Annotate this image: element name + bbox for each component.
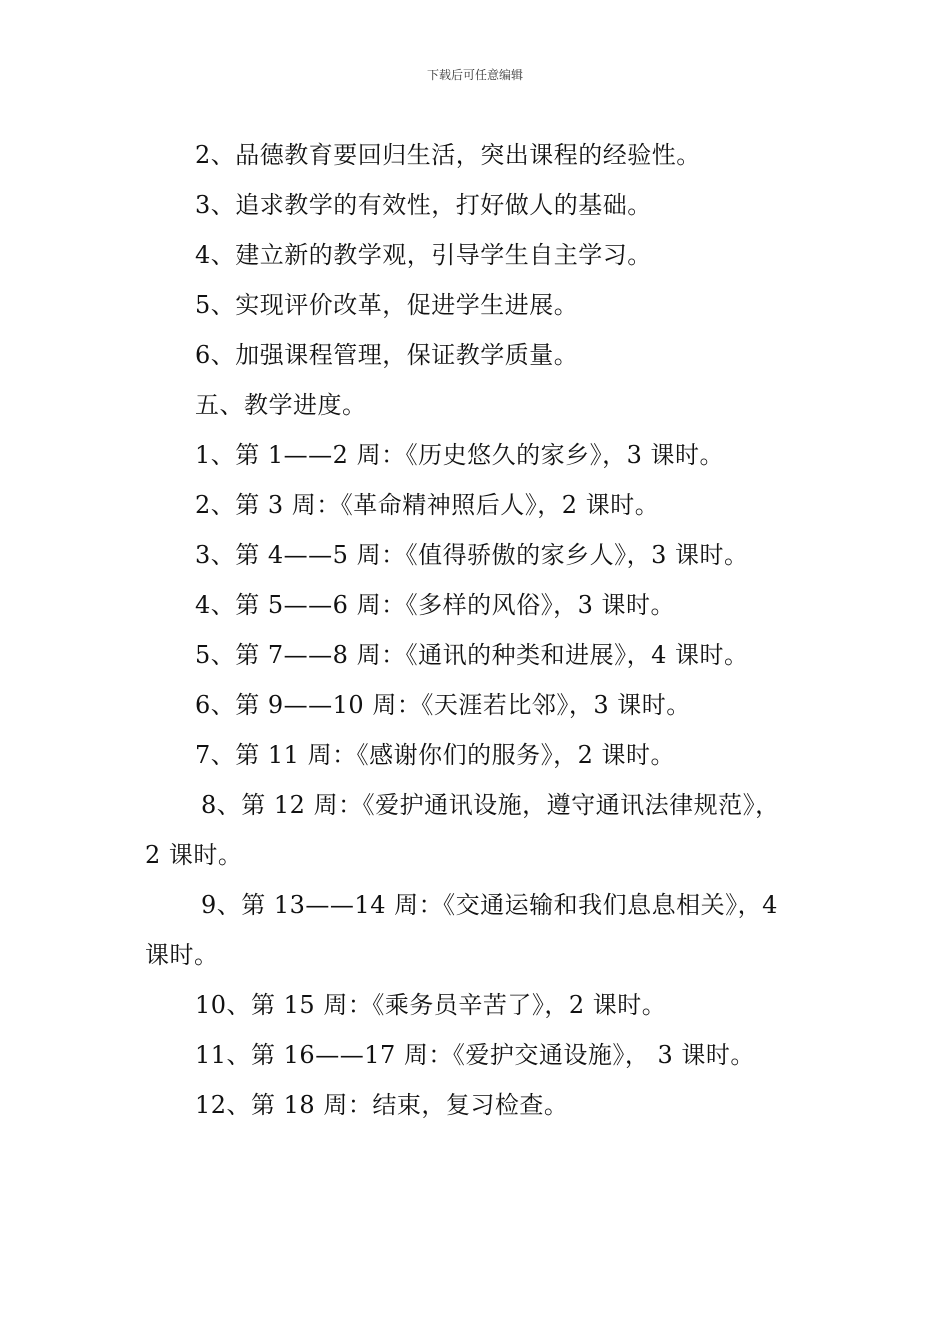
- schedule-item: 8、第 12 周：《爱护通讯设施，遵守通讯法律规范》，: [201, 791, 780, 819]
- schedule-item: 3、第 4——5 周：《值得骄傲的家乡人》，3 课时。: [195, 541, 749, 569]
- schedule-item: 5、第 7——8 周：《通讯的种类和进展》，4 课时。: [195, 641, 749, 669]
- paragraph-line: 4、建立新的教学观，引导学生自主学习。: [195, 241, 652, 269]
- schedule-item: 7、第 11 周：《感谢你们的服务》，2 课时。: [195, 741, 675, 769]
- document-body: [145, 130, 825, 1130]
- paragraph-line: 5、实现评价改革，促进学生进展。: [195, 291, 579, 319]
- paragraph-line: 6、加强课程管理，保证教学质量。: [195, 341, 579, 369]
- page-header-note: 下载后可任意编辑: [426, 68, 523, 82]
- schedule-item: 9、第 13——14 周：《交通运输和我们息息相关》，4: [201, 891, 778, 919]
- schedule-item: 11、第 16——17 周：《爱护交通设施》， 3 课时。: [195, 1041, 755, 1069]
- schedule-item-continuation: 2 课时。: [145, 841, 243, 869]
- paragraph-line: 3、追求教学的有效性，打好做人的基础。: [195, 191, 652, 219]
- schedule-item-continuation: 课时。: [145, 941, 219, 969]
- paragraph-line: 2、品德教育要回归生活，突出课程的经验性。: [195, 141, 701, 169]
- schedule-item: 1、第 1——2 周：《历史悠久的家乡》，3 课时。: [195, 441, 724, 469]
- schedule-item: 2、第 3 周：《革命精神照后人》，2 课时。: [195, 491, 660, 519]
- schedule-item: 10、第 15 周：《乘务员辛苦了》，2 课时。: [195, 991, 667, 1019]
- schedule-item: 12、第 18 周：结束，复习检查。: [195, 1091, 569, 1119]
- schedule-item: 6、第 9——10 周：《天涯若比邻》，3 课时。: [195, 691, 691, 719]
- section-heading: 五、教学进度。: [195, 391, 367, 419]
- schedule-item: 4、第 5——6 周：《多样的风俗》，3 课时。: [195, 591, 675, 619]
